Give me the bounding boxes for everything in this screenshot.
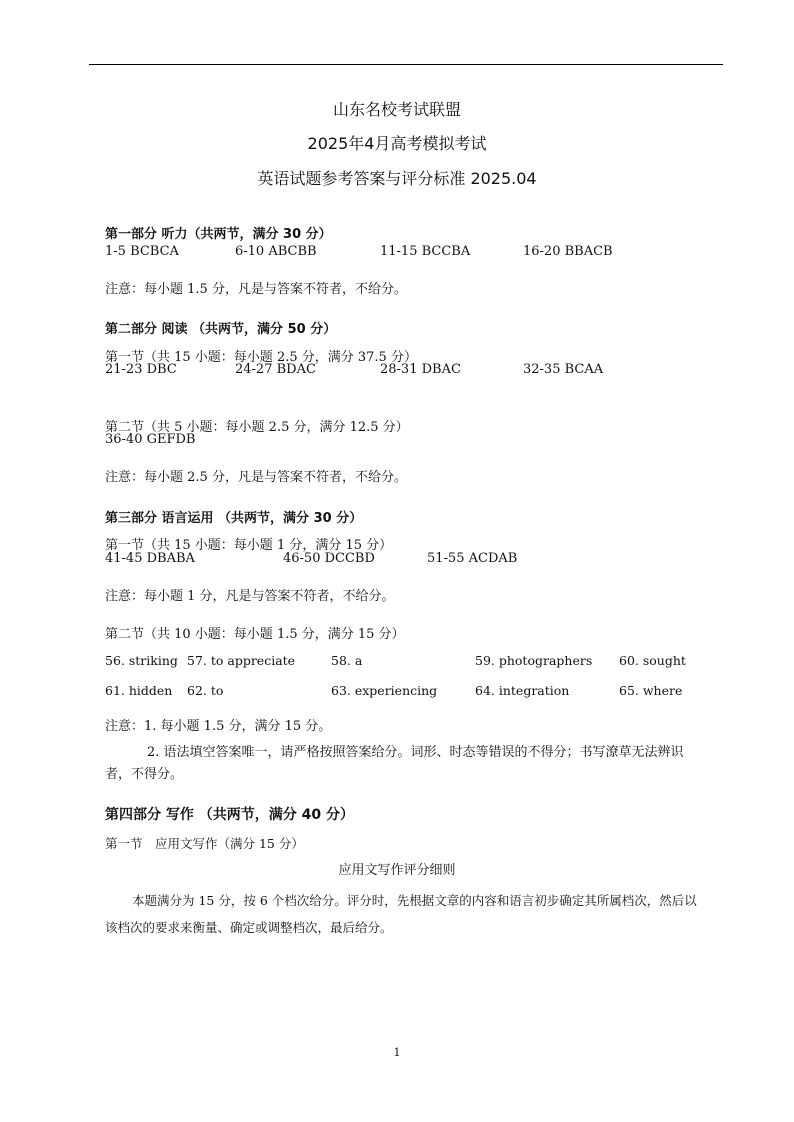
page-number: 1 — [393, 1046, 401, 1059]
part2-heading: 第二部分 阅读 （共两节，满分 50 分） — [105, 322, 337, 337]
part3-heading: 第三部分 语言运用 （共两节，满分 30 分） — [105, 511, 363, 526]
answer-group: 6-10 ABCBB — [235, 244, 317, 259]
part3-section1-title: 第一节（共 15 小题：每小题 1 分，满分 15 分） — [105, 538, 393, 553]
part3-note2: 2. 语法填空答案唯一，请严格按照答案给分。词形、时态等错误的不得分；书写潦草无法辨识者，不得分。 — [105, 745, 684, 782]
part3-section2-title: 第二节（共 10 小题：每小题 1.5 分，满分 15 分） — [105, 627, 405, 642]
part3-note1: 注意：1. 每小题 1.5 分，满分 15 分。 — [105, 719, 332, 734]
cloze-answer: 59. photographers — [475, 653, 593, 668]
answer-group: 1-5 BCBCA — [105, 244, 179, 259]
cloze-answer: 56. striking — [105, 653, 178, 668]
cloze-answer: 64. integration — [475, 683, 570, 698]
answer-group: 36-40 GEFDB — [105, 432, 196, 447]
part3-section1-note: 注意：每小题 1 分，凡是与答案不符者，不给分。 — [105, 589, 395, 604]
part1-heading: 第一部分 听力（共两节，满分 30 分） — [105, 227, 332, 242]
answer-group: 21-23 DBC — [105, 362, 177, 377]
cloze-answer: 65. where — [619, 683, 683, 698]
scoring-paragraph: 本题满分为 15 分，按 6 个档次给分。评分时，先根据文章的内容和语言初步确定其所属档次，然后以该档次的要求来衡量、确定或调整档次，最后给分。 — [105, 893, 697, 935]
answer-group: 24-27 BDAC — [235, 362, 316, 377]
scoring-rules-title: 应用文写作评分细则 — [338, 863, 456, 878]
part1-note: 注意：每小题 1.5 分，凡是与答案不符者，不给分。 — [105, 282, 407, 297]
answer-group: 46-50 DCCBD — [283, 551, 375, 566]
answer-group: 28-31 DBAC — [380, 362, 461, 377]
part2-note: 注意：每小题 2.5 分，凡是与答案不符者，不给分。 — [105, 470, 407, 485]
part4-section1-title: 第一节 应用文写作（满分 15 分） — [105, 836, 304, 851]
part2-section1-title: 第一节（共 15 小题：每小题 2.5 分，满分 37.5 分） — [105, 350, 417, 365]
part4-heading: 第四部分 写作 （共两节，满分 40 分） — [105, 807, 354, 823]
header-rule — [89, 64, 723, 65]
answer-group: 51-55 ACDAB — [427, 551, 518, 566]
part2-section2-title: 第二节（共 5 小题：每小题 2.5 分，满分 12.5 分） — [105, 420, 409, 435]
exam-name-title: 2025年4月高考模拟考试 — [307, 134, 487, 153]
answer-group: 16-20 BBACB — [523, 244, 613, 259]
answer-group: 32-35 BCAA — [523, 362, 604, 377]
exam-union-title: 山东名校考试联盟 — [332, 100, 461, 119]
cloze-answer: 57. to appreciate — [187, 653, 296, 668]
cloze-answer: 61. hidden — [105, 683, 173, 698]
answer-group: 11-15 BCCBA — [380, 244, 471, 259]
answer-group: 41-45 DBABA — [105, 551, 195, 566]
cloze-answer: 63. experiencing — [331, 683, 438, 698]
cloze-answer: 60. sought — [619, 653, 686, 668]
cloze-answer: 58. a — [331, 653, 363, 668]
cloze-answer: 62. to — [187, 683, 224, 698]
answer-key-title: 英语试题参考答案与评分标准 2025.04 — [257, 169, 537, 188]
